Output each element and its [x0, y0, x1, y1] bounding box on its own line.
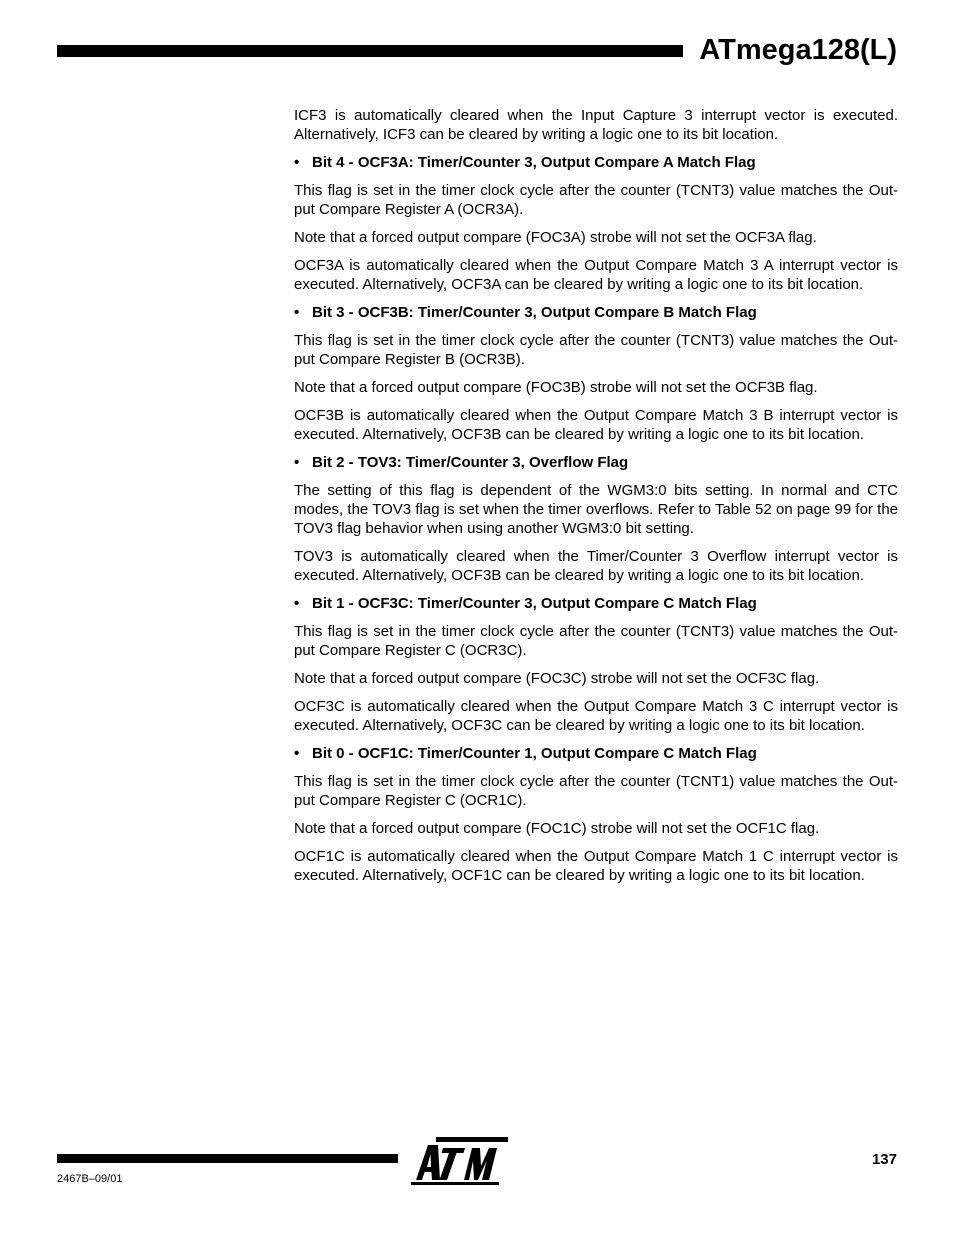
section-heading-text: Bit 3 - OCF3B: Timer/Counter 3, Output Compare B Match Flag: [312, 304, 757, 321]
paragraph: This flag is set in the timer clock cycle after the counter (TCNT1) value matches the Out- put Compare Register C (OCR1C).: [294, 773, 898, 809]
bullet: •: [294, 595, 300, 612]
section-heading-text: Bit 0 - OCF1C: Timer/Counter 1, Output Compare C Match Flag: [312, 745, 757, 762]
section-heading: [294, 303, 898, 322]
paragraph: OCF3C is automatically cleared when the Output Compare Match 3 C interrupt vector is executed. Alternatively, OCF3C can be cleared by writing a logic one to its bit location.: [294, 698, 898, 734]
page-title: ATmega128(L): [699, 34, 897, 66]
main-content: [294, 106, 898, 894]
footer-rule: [57, 1154, 398, 1163]
paragraph: Note that a forced output compare (FOC3B) strobe will not set the OCF3B flag.: [294, 379, 818, 396]
section-heading-text: Bit 1 - OCF3C: Timer/Counter 3, Output Compare C Match Flag: [312, 595, 757, 612]
header-rule: [57, 45, 683, 57]
section-heading: [294, 453, 898, 472]
document-code: 2467B–09/01: [57, 1173, 123, 1185]
paragraph: This flag is set in the timer clock cycle after the counter (TCNT3) value matches the Out- put Compare Register A (OCR3A).: [294, 182, 898, 218]
paragraph: TOV3 is automatically cleared when the Timer/Counter 3 Overflow interrupt vector is executed. Alternatively, OCF3B can be cleared by writing a logic one to its bit location.: [294, 548, 898, 584]
paragraph: The setting of this flag is dependent of the WGM3:0 bits setting. In normal and CTC modes, the TOV3 flag is set when the timer overflows. Refer to Table 52 on page 99 for the TOV3 flag behavior when using another WGM3:0 bit setting.: [294, 482, 898, 537]
bullet: •: [294, 304, 300, 321]
bullet: •: [294, 745, 300, 762]
section-heading: [294, 594, 898, 613]
paragraph: ICF3 is automatically cleared when the Input Capture 3 interrupt vector is executed. Alternatively, ICF3 can be cleared by writing a logic one to its bit location.: [294, 107, 898, 143]
paragraph: This flag is set in the timer clock cycle after the counter (TCNT3) value matches the Out- put Compare Register C (OCR3C).: [294, 623, 898, 659]
bullet: •: [294, 154, 300, 171]
paragraph: Note that a forced output compare (FOC3C) strobe will not set the OCF3C flag.: [294, 670, 820, 687]
section-heading-text: Bit 4 - OCF3A: Timer/Counter 3, Output Compare A Match Flag: [312, 154, 756, 171]
section-heading: [294, 153, 898, 172]
paragraph: OCF1C is automatically cleared when the Output Compare Match 1 C interrupt vector is executed. Alternatively, OCF1C can be cleared by writing a logic one to its bit location.: [294, 848, 898, 884]
paragraph: OCF3B is automatically cleared when the Output Compare Match 3 B interrupt vector is executed. Alternatively, OCF3B can be cleared by writing a logic one to its bit location.: [294, 407, 898, 443]
bullet: •: [294, 454, 300, 471]
paragraph: Note that a forced output compare (FOC1C) strobe will not set the OCF1C flag.: [294, 820, 820, 837]
paragraph: This flag is set in the timer clock cycle after the counter (TCNT3) value matches the Out- put Compare Register B (OCR3B).: [294, 332, 898, 368]
page-number: 137: [871, 1151, 897, 1168]
paragraph: Note that a forced output compare (FOC3A) strobe will not set the OCF3A flag.: [294, 229, 817, 246]
atmel-logo: [410, 1136, 510, 1186]
paragraph: OCF3A is automatically cleared when the Output Compare Match 3 A interrupt vector is executed. Alternatively, OCF3A can be cleared by writing a logic one to its bit location.: [294, 257, 898, 293]
section-heading: [294, 744, 898, 763]
section-heading-text: Bit 2 - TOV3: Timer/Counter 3, Overflow Flag: [312, 454, 629, 471]
